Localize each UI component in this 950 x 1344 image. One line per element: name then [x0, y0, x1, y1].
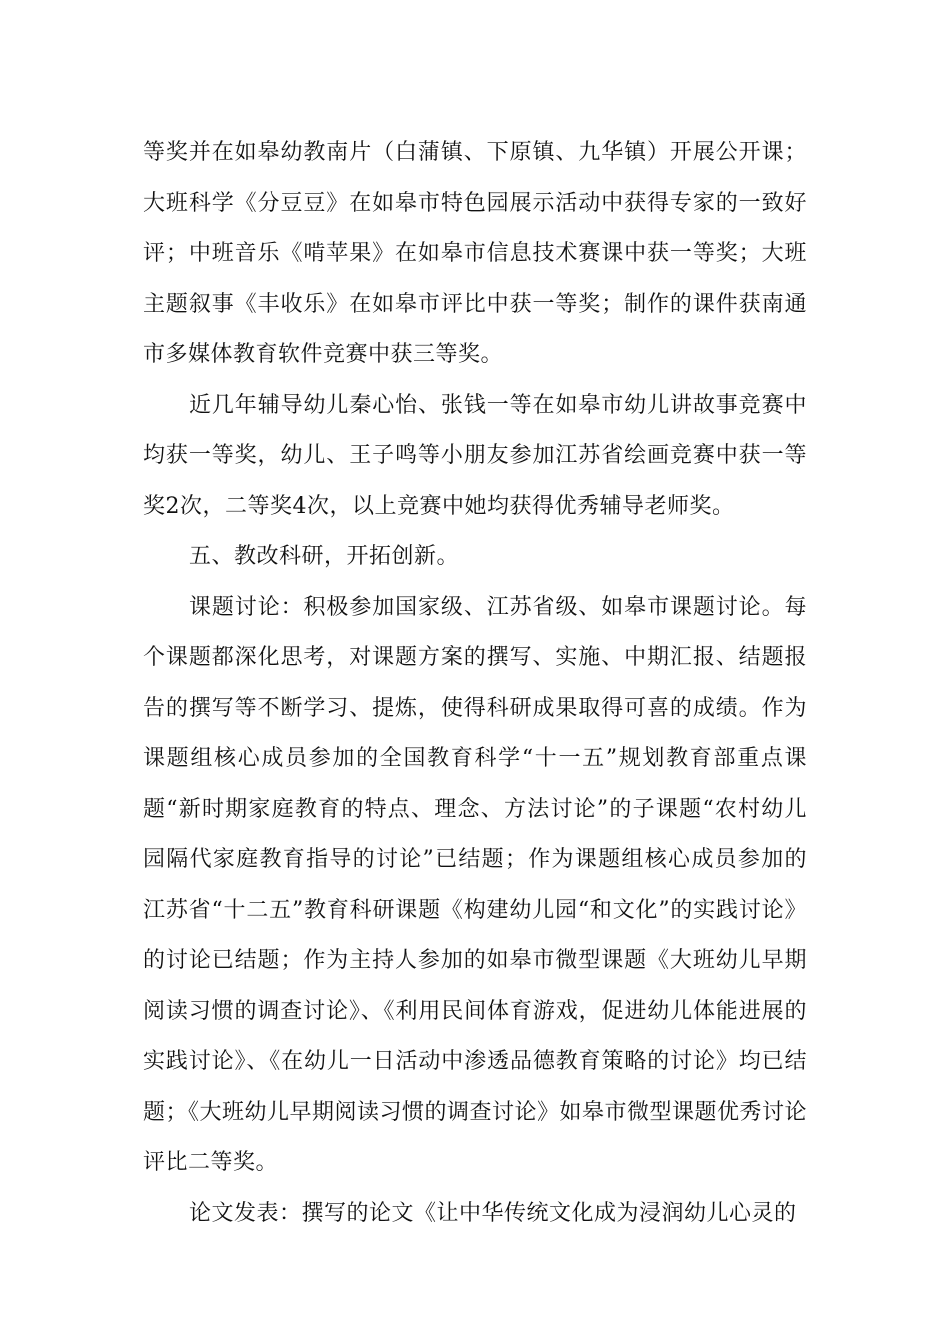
paragraph-child-competitions: 近几年辅导幼儿秦心怡、张钱一等在如皋市幼儿讲故事竞赛中均获一等奖，幼儿、王子鸣等小朋友参加江苏省绘画竞赛中获一等奖2次，二等奖4次，以上竞赛中她均获得优秀辅导老师奖。 [143, 392, 807, 519]
paragraph-research-projects: 课题讨论：积极参加国家级、江苏省级、如皋市课题讨论。每个课题都深化思考，对课题方案的撰写、实施、中期汇报、结题报告的撰写等不断学习、提炼，使得科研成果取得可喜的成绩。作为课题组核心成员参加的全国教育科学“十一五”规划教育部重点课题“新时期家庭教育的特点、理念、方法讨论”的子课题“农村幼儿园隔代家庭教育指导的讨论”已结题；作为课题组核心成员参加的江苏省“十二五”教育科研课题《构建幼儿园“和文化”的实践讨论》的讨论已结题；作为主持人参加的如皋市微型课题《大班幼儿早期阅读习惯的调查讨论》、《利用民间体育游戏，促进幼儿体能进展的实践讨论》、《在幼儿一日活动中渗透品德教育策略的讨论》均已结题；《大班幼儿早期阅读习惯的调查讨论》如皋市微型课题优秀讨论评比二等奖。 [143, 594, 808, 1175]
paragraph-awards-lessons: 等奖并在如皋幼教南片（白蒲镇、下原镇、九华镇）开展公开课；大班科学《分豆豆》在如皋市特色园展示活动中获得专家的一致好评；中班音乐《啃苹果》在如皋市信息技术赛课中获一等奖；大班主题叙事《丰收乐》在如皋市评比中获一等奖；制作的课件获南通市多媒体教育软件竞赛中获三等奖。 [143, 140, 807, 367]
paragraph-publications: 论文发表：撰写的论文《让中华传统文化成为浸润幼儿心灵的 [189, 1200, 797, 1226]
section-heading-research: 五、教改科研，开拓创新。 [189, 544, 460, 569]
document-body [143, 128, 807, 1239]
